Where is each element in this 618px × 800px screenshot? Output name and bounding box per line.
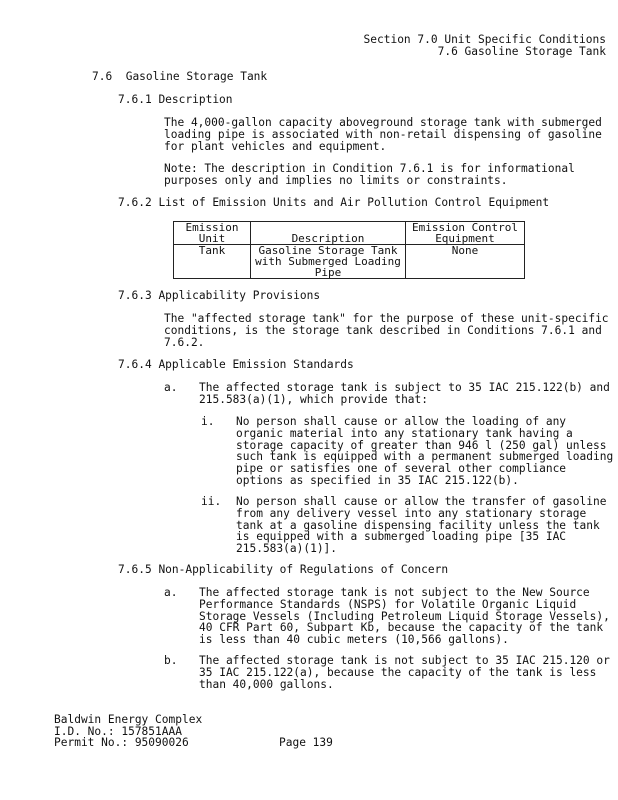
text-line: Performance Standards (NSPS) for Volatile Organic Liquid xyxy=(199,597,577,611)
text-line: options as specified in 35 IAC 215.122(b). xyxy=(236,473,519,487)
subsection-number: 7.6.4 xyxy=(118,358,152,371)
text-line: such tank is equipped with a permanent submerged loading xyxy=(236,450,614,464)
text-line: for plant vehicles and equipment. xyxy=(164,139,387,153)
cell-description xyxy=(251,245,406,279)
header-text: Description xyxy=(291,232,365,245)
section-number: 7.6 xyxy=(92,70,113,83)
subsection-title: Applicability Provisions xyxy=(158,289,321,302)
page-footer xyxy=(54,714,202,749)
text-line: The 4,000-gallon capacity aboveground storage tank with submerged xyxy=(164,116,602,129)
text-line: 40 CFR Part 60, Subpart Kb, because the capacity of the tank xyxy=(199,621,604,635)
header-section-line: Section 7.0 Unit Specific Conditions xyxy=(363,33,606,46)
table-row xyxy=(174,245,525,279)
footer-id-number: I.D. No.: 157851AAA xyxy=(54,724,182,738)
applicability-paragraph xyxy=(164,313,609,348)
text-line: from any delivery vessel into any stationary storage xyxy=(236,506,587,520)
cell-control-equipment: None xyxy=(406,245,525,279)
subsection-7-6-3-heading xyxy=(118,290,320,302)
description-paragraph xyxy=(164,117,602,152)
table-header-row xyxy=(174,222,525,245)
subsection-7-6-4-heading xyxy=(118,359,354,371)
description-note xyxy=(164,163,575,187)
text-line: The "affected storage tank" for the purpose of these unit-specific xyxy=(164,312,609,325)
subsection-7-6-5-heading xyxy=(118,564,448,576)
cell-text: Pipe xyxy=(314,266,342,279)
text-line: No person shall cause or allow the transfer of gasoline xyxy=(236,495,607,508)
cell-text: with Submerged Loading xyxy=(255,255,401,268)
standards-item-a xyxy=(199,382,610,406)
text-line: The affected storage tank is not subject to 35 IAC 215.120 or xyxy=(199,654,610,667)
text-line: 7.6.2. xyxy=(164,335,205,349)
text-line: 35 IAC 215.122(a), because the capacity of the tank is less xyxy=(199,665,597,679)
text-line: 215.583(a)(1)]. xyxy=(236,542,338,556)
text-line: purposes only and implies no limits or constraints. xyxy=(164,173,508,187)
header-text: Equipment xyxy=(435,232,495,245)
page-number: Page 139 xyxy=(279,736,333,749)
text-line: organic material into any stationary tank having a xyxy=(236,426,573,440)
text-line: is equipped with a submerged loading pipe [35 IAC xyxy=(236,530,567,544)
subsection-7-6-2-heading xyxy=(118,197,549,209)
non-applicability-item-a xyxy=(199,587,610,646)
cell-emission-unit: Tank xyxy=(174,245,251,279)
text-line: is less than 40 cubic meters (10,566 gallons). xyxy=(199,633,509,647)
header-text: Emission xyxy=(185,221,239,234)
text-line: Note: The description in Condition 7.6.1 is for informational xyxy=(164,162,575,175)
text-line: The affected storage tank is not subject to the New Source xyxy=(199,586,590,599)
cell-text: Gasoline Storage Tank xyxy=(258,244,398,257)
text-line: pipe or satisfies one of several other compliance xyxy=(236,462,567,476)
item-label-a: a. xyxy=(164,381,178,394)
item-label-i: i. xyxy=(201,415,215,428)
column-header-description xyxy=(251,222,406,245)
text-line: No person shall cause or allow the loading of any xyxy=(236,415,567,428)
header-text: Unit xyxy=(198,232,226,245)
footer-facility-name: Baldwin Energy Complex xyxy=(54,713,203,726)
section-title: Gasoline Storage Tank xyxy=(125,70,268,83)
item-label-ii: ii. xyxy=(201,495,222,508)
non-applicability-item-b xyxy=(199,655,610,690)
emission-units-table xyxy=(173,221,525,279)
subsection-number: 7.6.3 xyxy=(118,289,152,302)
text-line: The affected storage tank is subject to 35 IAC 215.122(b) and xyxy=(199,381,610,394)
standards-item-i xyxy=(236,416,613,487)
subsection-number: 7.6.5 xyxy=(118,563,152,576)
text-line: tank at a gasoline dispensing facility unless the tank xyxy=(236,518,600,532)
header-subsection-line: 7.6 Gasoline Storage Tank xyxy=(437,44,606,58)
footer-permit-number: Permit No.: 95090026 xyxy=(54,736,189,749)
subsection-title: Description xyxy=(158,93,233,106)
text-line: Storage Vessels (Including Petroleum Liquid Storage Vessels), xyxy=(199,609,610,623)
subsection-number: 7.6.1 xyxy=(118,93,152,106)
column-header-control-equipment xyxy=(406,222,525,245)
item-label-a: a. xyxy=(164,586,178,599)
page-header xyxy=(364,34,606,57)
standards-item-ii xyxy=(236,496,606,555)
item-label-b: b. xyxy=(164,654,178,667)
subsection-title: Applicable Emission Standards xyxy=(158,358,354,371)
text-line: storage capacity of greater than 946 l (250 gal) unless xyxy=(236,438,607,452)
text-line: than 40,000 gallons. xyxy=(199,677,334,691)
subsection-number: 7.6.2 xyxy=(118,196,152,209)
subsection-title: Non-Applicability of Regulations of Concern xyxy=(158,563,449,576)
header-text: Emission Control xyxy=(412,221,518,234)
text-line: loading pipe is associated with non-retail dispensing of gasoline xyxy=(164,127,602,141)
subsection-title: List of Emission Units and Air Pollution Control Equipment xyxy=(158,196,550,209)
text-line: 215.583(a)(1), which provide that: xyxy=(199,392,429,406)
section-heading xyxy=(92,71,267,83)
subsection-7-6-1-heading xyxy=(118,94,233,106)
column-header-emission-unit xyxy=(174,222,251,245)
text-line: conditions, is the storage tank described in Conditions 7.6.1 and xyxy=(164,323,602,337)
